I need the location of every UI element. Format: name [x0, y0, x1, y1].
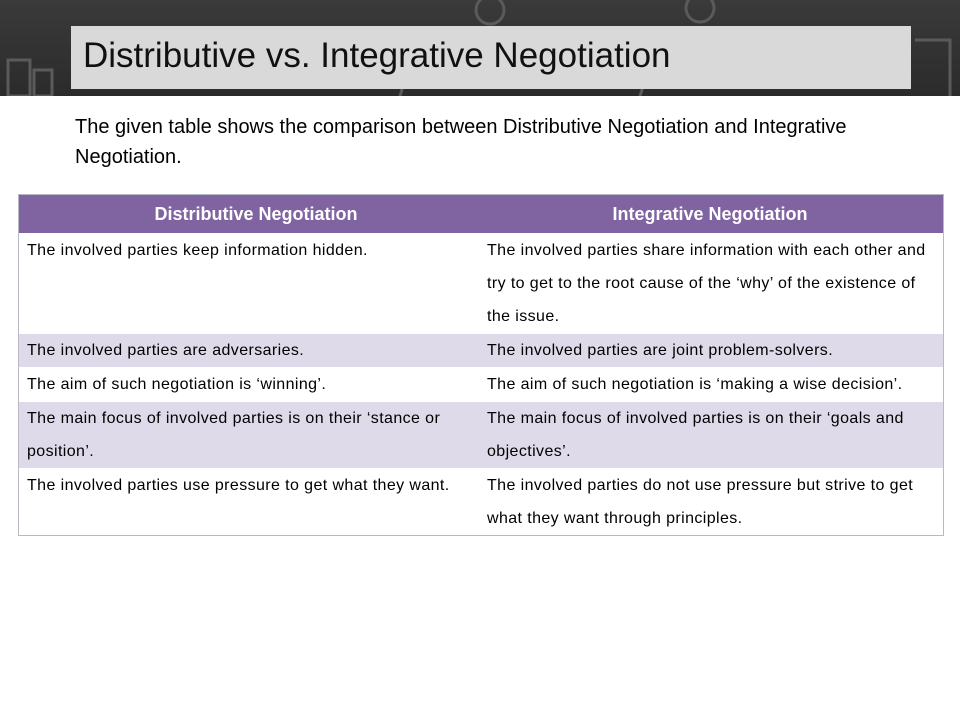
cell-distributive: The main focus of involved parties is on their ‘stance or position’. — [27, 410, 441, 460]
table-row — [19, 233, 943, 333]
cell-distributive: The involved parties use pressure to get what they want. — [27, 477, 450, 494]
cell-integrative: The aim of such negotiation is ‘making a wise decision’. — [487, 376, 903, 393]
comparison-table — [18, 194, 944, 536]
cell-integrative: The involved parties share information with each other and try to get to the root cause of the ‘why’ of the existence of the issue. — [487, 242, 926, 325]
cell-integrative: The involved parties do not use pressure but strive to get what they want through principles. — [487, 477, 914, 527]
cell-distributive: The aim of such negotiation is ‘winning’. — [27, 376, 327, 393]
cell-distributive: The involved parties keep information hidden. — [27, 242, 368, 259]
table-header-row — [19, 195, 943, 233]
header-band — [0, 0, 960, 96]
slide-title: Distributive vs. Integrative Negotiation — [83, 36, 671, 75]
cell-integrative: The involved parties are joint problem-solvers. — [487, 342, 834, 359]
table-row — [19, 401, 943, 468]
header-distributive: Distributive Negotiation — [154, 203, 358, 224]
cell-integrative: The main focus of involved parties is on their ‘goals and objectives’. — [487, 410, 904, 460]
table-row — [19, 468, 943, 535]
intro-paragraph: The given table shows the comparison between Distributive Negotiation and Integrative Negotiation. — [75, 116, 847, 168]
cell-distributive: The involved parties are adversaries. — [27, 342, 305, 359]
table-row — [19, 333, 943, 367]
title-box — [71, 26, 911, 89]
header-integrative: Integrative Negotiation — [612, 203, 808, 224]
table-row — [19, 367, 943, 401]
